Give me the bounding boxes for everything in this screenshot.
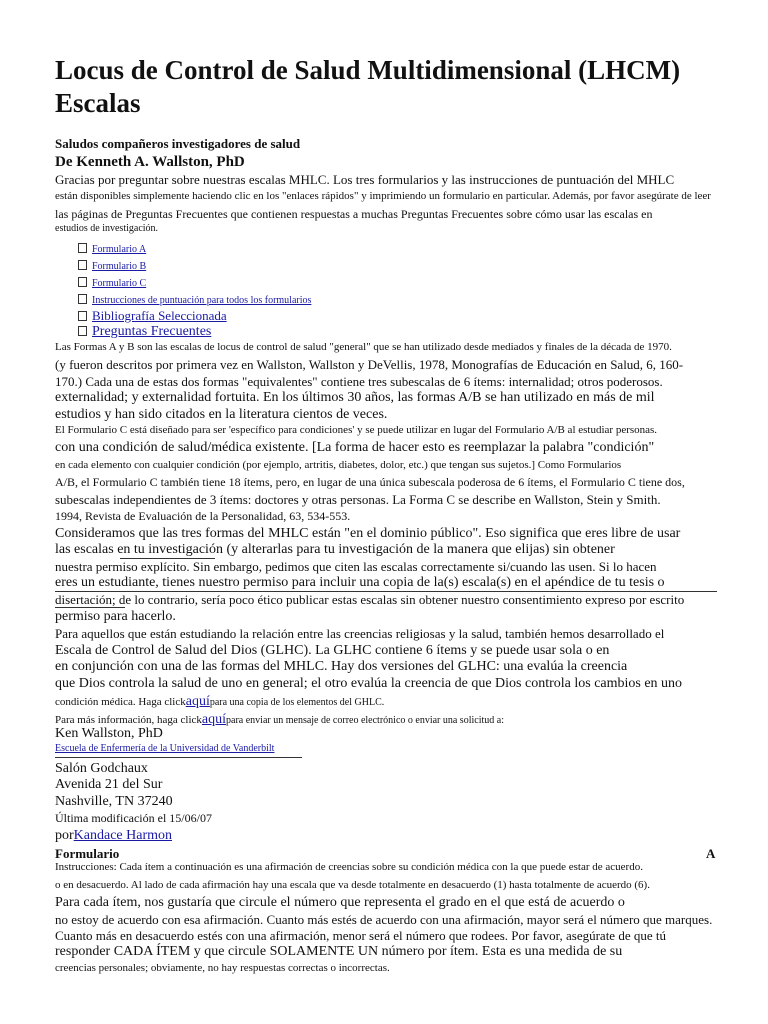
quick-link-bibliography[interactable]: Bibliografía Seleccionada (78, 309, 227, 322)
last-modified: Última modificación el 15/06/07 (55, 811, 212, 825)
greeting: Saludos compañeros investigadores de salud (55, 136, 301, 151)
instructions-line: o en desacuerdo. Al lado de cada afirmación hay una escala que va desde totalmente en desacuerdo (1) hasta totalmente de acuerdo (6). (55, 879, 650, 891)
paragraph-line: Las Formas A y B son las escalas de locus de control de salud "general" que se han utilizado desde mediados y finales de la década de 1970. (55, 341, 672, 353)
contact-building: Salón Godchaux (55, 761, 148, 776)
intro-line: Gracias por preguntar sobre nuestras escalas MHLC. Los tres formularios y las instrucciones de puntuación del MHLC (55, 172, 675, 187)
form-heading: Formulario (55, 846, 120, 861)
paragraph-line: 170.) Cada una de estas dos formas "equivalentes" contiene tres subescalas de 6 ítems: internalidad; otros poderosos. (55, 374, 663, 389)
author-credit: porKandace Harmon (55, 828, 173, 843)
paragraph-line: subescalas independientes de 3 ítems: doctores y otras personas. La Forma C se describe en Wallston, Stein y Smith. (55, 492, 661, 507)
quick-link-form-b[interactable]: Formulario B (78, 260, 146, 272)
bullet-box-icon (78, 311, 87, 321)
bullet-box-icon (78, 326, 87, 336)
paragraph-line: con una condición de salud/médica existente. [La forma de hacer esto es reemplazar la palabra "condición" (55, 440, 655, 455)
underline-rule (55, 607, 125, 608)
quick-link-faq[interactable]: Preguntas Frecuentes (78, 325, 211, 339)
bullet-box-icon (78, 294, 87, 304)
form-letter: A (706, 846, 716, 861)
contact-city: Nashville, TN 37240 (55, 794, 173, 809)
page-title-line2: Escalas (55, 88, 141, 118)
author-line: De Kenneth A. Wallston, PhD (55, 154, 245, 170)
instructions-line: Instrucciones: Cada ítem a continuación es una afirmación de creencias sobre su condición médica con la que puede estar de acuerdo. (55, 861, 643, 873)
paragraph-line: 1994, Revista de Evaluación de la Personalidad, 63, 534-553. (55, 509, 351, 523)
glhc-copy-line: condición médica. Haga clickaquípara una copia de los elementos del GHLC. (55, 694, 385, 709)
intro-line: estudios de investigación. (55, 223, 159, 234)
contact-name: Ken Wallston, PhD (55, 726, 163, 741)
bullet-box-icon (78, 260, 87, 270)
paragraph-line: nuestra permiso explícito. Sin embargo, pedimos que citen las escalas correctamente si/cuando las usen. Si lo hacen (55, 559, 657, 574)
intro-line: las páginas de Preguntas Frecuentes que contienen respuestas a muchas Preguntas Frecuentes sobre cómo usar las escalas en (55, 207, 653, 221)
kandace-harmon-link[interactable]: Kandace Harmon (73, 828, 173, 843)
paragraph-line: Escala de Control de Salud del Dios (GLHC). La GLHC contiene 6 ítems y se puede usar sola o en (55, 643, 610, 658)
quick-link-scoring[interactable]: Instrucciones de puntuación para todos los formularios (78, 294, 311, 306)
underline-rule (55, 591, 717, 592)
info-line: Para más información, haga clickaquípara enviar un mensaje de correo electrónico o enviar una solicitud a: (55, 712, 504, 727)
school-link[interactable]: Escuela de Enfermería de la Universidad de Vanderbilt (55, 743, 275, 754)
paragraph-line: eres un estudiante, tienes nuestro permiso para incluir una copia de la(s) escala(s) en el apéndice de tu tesis o (55, 575, 665, 590)
underline-rule (55, 757, 302, 758)
paragraph-line: en cada elemento con cualquier condición (por ejemplo, artritis, diabetes, dolor, etc.) que tengan sus sujetos.] Como Formularios (55, 459, 622, 471)
paragraph-line: en conjunción con una de las formas del MHLC. Hay dos versiones del GLHC: una evalúa la creencia (55, 659, 628, 674)
instructions-line: responder CADA ÍTEM y que circule SOLAMENTE UN número por ítem. Esta es una medida de su (55, 944, 623, 959)
paragraph-line: que Dios controla la salud de uno en general; el otro evalúa la creencia de que Dios controla los cambios en uno (55, 676, 683, 691)
paragraph-line: (y fueron descritos por primera vez en Wallston, Wallston y DeVellis, 1978, Monografías de Educación en Salud, 6, 160- (55, 357, 684, 372)
underline-rule (120, 558, 215, 559)
paragraph-line: las escalas en tu investigación (y alterarlas para tu investigación de la manera que elijas) sin obtener (55, 542, 615, 557)
paragraph-line: permiso para hacerlo. (55, 609, 176, 624)
paragraph-line: Para aquellos que están estudiando la relación entre las creencias religiosas y la salud, también hemos desarrollado el (55, 626, 665, 641)
instructions-line: Cuanto más en desacuerdo estés con una afirmación, menor será el número que rodees. Por favor, asegúrate de que tú (55, 928, 666, 943)
paragraph-line: A/B, el Formulario C también tiene 18 ítems, pero, en lugar de una única subescala poderosa de 6 ítems, el Formulario C tiene dos, (55, 475, 685, 489)
here-link[interactable]: aquí (185, 694, 210, 709)
paragraph-line: El Formulario C está diseñado para ser 'específico para condiciones' y se puede utilizar en lugar del Formulario A/B al estudiar personas. (55, 424, 658, 436)
bullet-box-icon (78, 277, 87, 287)
contact-street: Avenida 21 del Sur (55, 777, 163, 792)
quick-link-form-c[interactable]: Formulario C (78, 277, 146, 289)
intro-line: están disponibles simplemente haciendo clic en los "enlaces rápidos" y imprimiendo un formulario en particular. Además, por favor asegúrate de leer (55, 190, 711, 202)
page-title: Locus de Control de Salud Multidimensional (LHCM) (55, 55, 681, 85)
email-here-link[interactable]: aquí (201, 712, 227, 727)
paragraph-line: externalidad; y externalidad fortuita. En los últimos 30 años, las formas A/B se han utilizado en más de mil (55, 390, 655, 405)
quick-link-form-a[interactable]: Formulario A (78, 243, 146, 255)
instructions-line: no estoy de acuerdo con esa afirmación. Cuanto más estés de acuerdo con una afirmación, mayor será el número que marques. (55, 912, 713, 927)
paragraph-line: disertación; de lo contrario, sería poco ético publicar estas escalas sin obtener nuestro consentimiento expreso por escrito (55, 592, 685, 607)
paragraph-line: Consideramos que las tres formas del MHLC están "en el dominio público". Eso significa que eres libre de usar (55, 526, 681, 541)
bullet-box-icon (78, 243, 87, 253)
instructions-line: Para cada ítem, nos gustaría que circule el número que representa el grado en el que está de acuerdo o (55, 895, 625, 910)
paragraph-line: estudios y han sido citados en la literatura cientos de veces. (55, 407, 388, 422)
instructions-line: creencias personales; obviamente, no hay respuestas correctas o incorrectas. (55, 962, 390, 974)
